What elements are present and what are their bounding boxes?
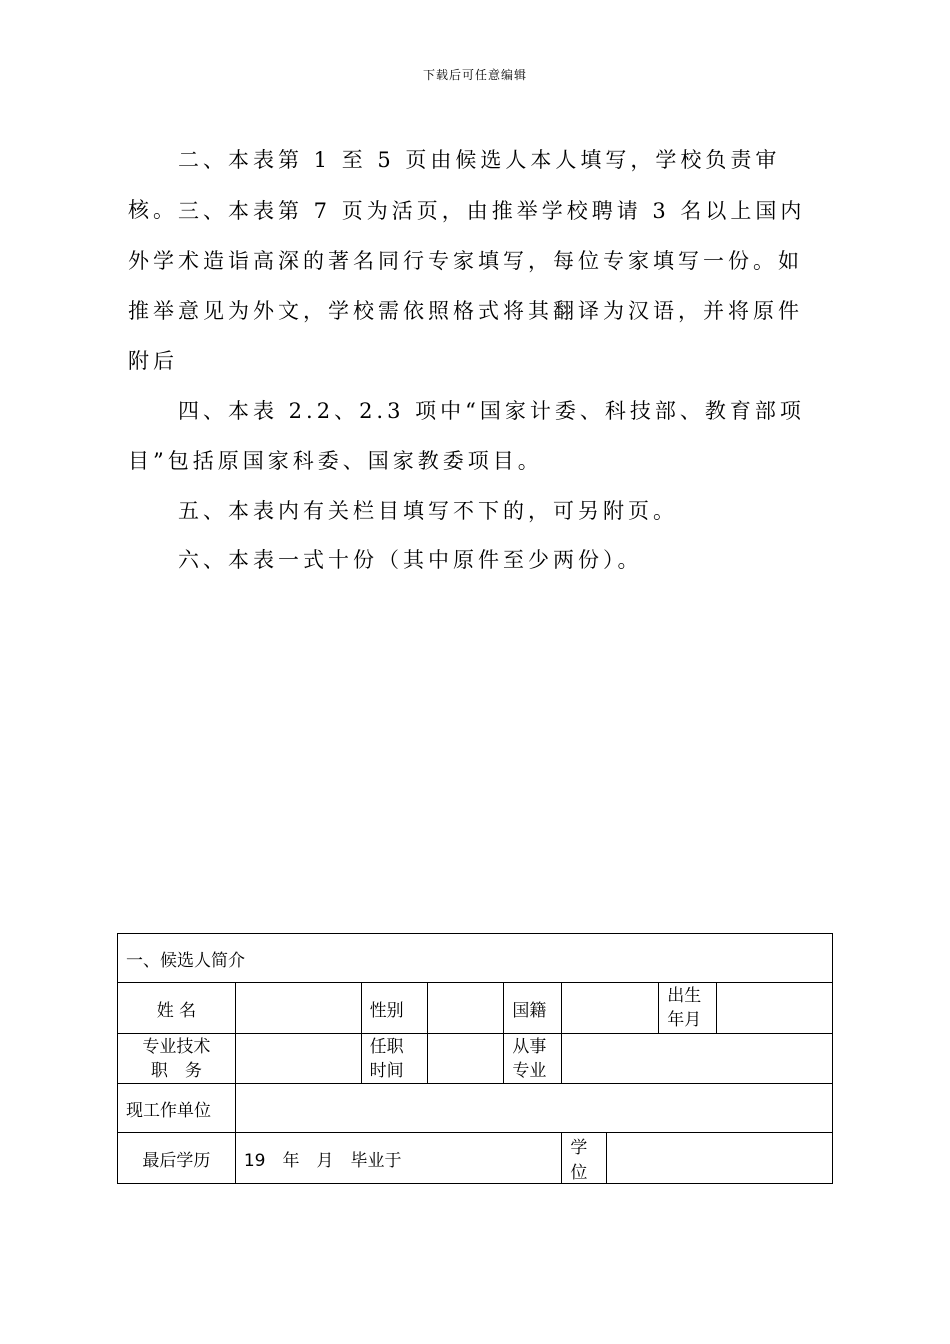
employer-field[interactable] [235, 1084, 832, 1133]
section-title: 一、候选人简介 [118, 934, 833, 983]
professional-title-label: 专业技术 职 务 [118, 1034, 236, 1084]
instruction-2: 二、本表第 1 至 5 页由候选人本人填写，学校负责审核。 [128, 148, 781, 222]
graduation-field[interactable]: 19 年 月 毕业于 [235, 1133, 561, 1184]
gender-label: 性别 [361, 983, 427, 1034]
degree-field[interactable] [607, 1133, 833, 1184]
nationality-field[interactable] [562, 983, 659, 1034]
instruction-4: 四、本表 2.2、2.3 项中“国家计委、科技部、教育部项目”包括原国家科委、国家教委项目。 [128, 399, 805, 473]
education-label: 最后学历 [118, 1133, 236, 1184]
candidate-profile-form [117, 933, 833, 1184]
nationality-label: 国籍 [504, 983, 562, 1034]
birth-label: 出生 年月 [659, 983, 717, 1034]
tenure-field[interactable] [427, 1034, 504, 1084]
instruction-3: 三、本表第 7 页为活页，由推举学校聘请 3 名以上国内外学术造诣高深的著名同行专家填写，每位专家填写一份。如推举意见为外文，学校需依照格式将其翻译为汉语，并将原件附后 [128, 199, 806, 373]
employer-label: 现工作单位 [118, 1084, 236, 1133]
name-field[interactable] [235, 983, 361, 1034]
tenure-label: 任职 时间 [361, 1034, 427, 1084]
instruction-5: 五、本表内有关栏目填写不下的，可另附页。 [178, 499, 678, 523]
gender-field[interactable] [427, 983, 504, 1034]
page-header: 下载后可任意编辑 [422, 68, 527, 82]
professional-title-field[interactable] [235, 1034, 361, 1084]
instruction-6: 六、本表一式十份（其中原件至少两份）。 [178, 548, 643, 572]
field-input[interactable] [562, 1034, 833, 1084]
birth-field[interactable] [717, 983, 833, 1034]
name-label: 姓 名 [118, 983, 236, 1034]
degree-label: 学位 [562, 1133, 607, 1184]
field-label: 从事 专业 [504, 1034, 562, 1084]
